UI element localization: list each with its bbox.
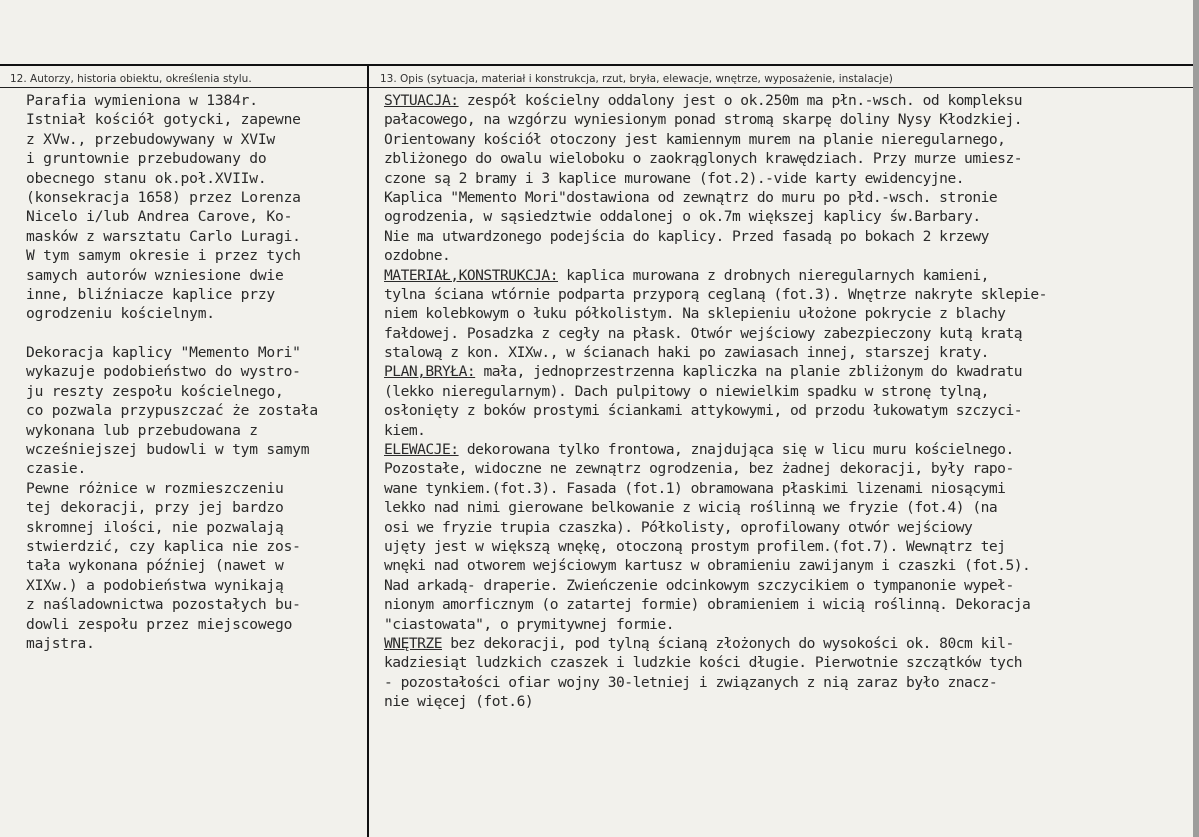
column-divider	[367, 64, 369, 837]
line-text: zespół kościelny oddalony jest o ok.250m ma płn.-wsch. od kompleksu	[458, 92, 1023, 109]
header-left: 12. Autorzy, historia obiektu, określenia stylu.	[10, 73, 252, 85]
text-line: wykonana lub przebudowana z	[26, 421, 258, 439]
text-line	[384, 324, 1190, 343]
description-column	[384, 91, 1190, 712]
text-line: ogrodzeniu kościelnym.	[26, 305, 215, 323]
text-line	[384, 207, 1190, 226]
text-line	[384, 343, 1190, 362]
text-line	[384, 227, 1190, 246]
text-line	[384, 130, 1190, 149]
section-heading: ELEWACJE:	[384, 441, 459, 459]
line-text: (lekko nieregularnym). Dach pulpitowy o niewielkim spadku w stronę tylną,	[384, 382, 989, 400]
header-rule	[0, 87, 1199, 88]
text-line	[384, 518, 1190, 537]
text-line: Istniał kościół gotycki, zapewne	[26, 111, 301, 129]
text-line	[384, 615, 1190, 634]
text-line	[384, 479, 1190, 498]
line-text: mała, jednoprzestrzenna kapliczka na planie zbliżonym do kwadratu	[475, 363, 1023, 381]
text-line	[384, 440, 1190, 459]
header-right: 13. Opis (sytuacja, materiał i konstrukcja, rzut, bryła, elewacje, wnętrze, wyposażenie, instalacje)	[380, 73, 893, 85]
line-text: fałdowej. Posadzka z cegły na płask. Otwór wejściowy zabezpieczony kutą kratą	[384, 324, 1023, 342]
line-text: Orientowany kościół otoczony jest kamiennym murem na planie nieregularnego,	[384, 130, 1006, 148]
text-line	[384, 304, 1190, 323]
text-line	[384, 401, 1190, 420]
line-text: czone są 2 bramy i 3 kaplice murowane (fot.2).-vide karty ewidencyjne.	[384, 169, 965, 187]
line-text: kiem.	[384, 421, 426, 439]
text-line	[384, 576, 1190, 595]
line-text: wane tynkiem.(fot.3). Fasada (fot.1) obramowana płaskimi lizenami niosącymi	[384, 479, 1006, 497]
line-text: zbliżonego do owalu wieloboku o zaokrąglonych krawędziach. Przy murze umiesz-	[384, 150, 1023, 168]
line-text: Kaplica "Memento Mori"dostawiona od zewnątrz do muru po płd.-wsch. stronie	[384, 188, 998, 206]
text-line	[384, 91, 1190, 110]
text-line	[384, 556, 1190, 575]
line-text: Nad arkadą- draperie. Zwieńczenie odcinkowym szczycikiem o tympanonie wypeł-	[384, 576, 1014, 594]
text-line: skromnej ilości, nie pozwalają	[26, 518, 284, 536]
line-text: - pozostałości ofiar wojny 30-letniej i związanych z nią zaraz było znacz-	[384, 673, 998, 691]
text-line: Pewne różnice w rozmieszczeniu	[26, 479, 284, 497]
text-line	[384, 421, 1190, 440]
line-text: "ciastowata", o prymitywnej formie.	[384, 615, 675, 633]
text-line	[384, 285, 1190, 304]
text-line	[384, 692, 1190, 711]
line-text: niem kolebkowym o łuku półkolistym. Na sklepieniu ułożone pokrycie z blachy	[384, 305, 1006, 323]
text-line: co pozwala przypuszczać że została	[26, 402, 318, 420]
line-text: nionym amorficznym (o zatartej formie) obramieniem i wicią roślinną. Dekoracja	[384, 596, 1031, 614]
line-text: pałacowego, na wzgórzu wyniesionym ponad stromą skarpę doliny Nysy Kłodzkiej.	[384, 111, 1023, 129]
top-rule	[0, 64, 1199, 66]
scan-edge	[1193, 0, 1199, 837]
text-line: tała wykonana później (nawet w	[26, 557, 284, 575]
line-text: osi we fryzie trupia czaszka). Półkolisty, oprofilowany otwór wejściowy	[384, 518, 973, 536]
text-line: i gruntownie przebudowany do	[26, 150, 267, 168]
line-text: osłonięty z boków prostymi ściankami attykowymi, od przodu łukowatym szczyci-	[384, 402, 1023, 420]
line-text: bez dekoracji, pod tylną ścianą złożonych do wysokości ok. 80cm kil-	[442, 634, 1014, 652]
text-line: stwierdzić, czy kaplica nie zos-	[26, 537, 301, 555]
text-line	[384, 169, 1190, 188]
text-line: (konsekracja 1658) przez Lorenza	[26, 188, 301, 206]
text-line	[384, 246, 1190, 265]
text-line: Dekoracja kaplicy "Memento Mori"	[26, 344, 301, 362]
line-text: nie więcej (fot.6)	[384, 693, 534, 711]
text-line	[384, 266, 1190, 285]
line-text: kadziesiąt ludzkich czaszek i ludzkie kości długie. Pierwotnie szczątków tych	[384, 654, 1023, 672]
text-line	[384, 634, 1190, 653]
text-line	[384, 110, 1190, 129]
text-line: wykazuje podobieństwo do wystro-	[26, 363, 301, 381]
text-line: tej dekoracji, przy jej bardzo	[26, 499, 284, 517]
text-line	[384, 673, 1190, 692]
text-line: z XVw., przebudowywany w XVIw	[26, 130, 275, 148]
text-line: XIXw.) a podobieństwa wynikają	[26, 576, 284, 594]
text-line	[384, 498, 1190, 517]
line-text: ogrodzenia, w sąsiedztwie oddalonej o ok.7m większej kaplicy św.Barbary.	[384, 208, 981, 226]
section-heading: PLAN,BRYŁA:	[384, 363, 476, 381]
text-line: masków z warsztatu Carlo Luragi.	[26, 227, 301, 245]
line-text: ujęty jest w większą wnękę, otoczoną prostym profilem.(fot.7). Wewnątrz tej	[384, 537, 1006, 555]
text-line: z naśladownictwa pozostałych bu-	[26, 596, 301, 614]
line-text: stalową z kon. XIXw., w ścianach haki po zawiasach innej, starszej kraty.	[384, 344, 989, 362]
text-line: majstra.	[26, 634, 95, 652]
line-text: lekko nad nimi gierowane belkowanie z wicią roślinną we fryzie (fot.4) (na	[384, 499, 998, 517]
text-line: wcześniejszej budowli w tym samym	[26, 441, 310, 459]
text-line	[384, 188, 1190, 207]
section-heading: WNĘTRZE	[384, 634, 443, 652]
text-line	[384, 382, 1190, 401]
text-line: ju reszty zespołu kościelnego,	[26, 382, 284, 400]
text-line: dowli zespołu przez miejscowego	[26, 615, 293, 633]
history-column	[26, 91, 364, 653]
line-text: Pozostałe, widoczne ne zewnątrz ogrodzenia, bez żadnej dekoracji, były rapo-	[384, 460, 1014, 478]
text-line	[384, 149, 1190, 168]
line-text: Nie ma utwardzonego podejścia do kaplicy. Przed fasadą po bokach 2 krzewy	[384, 227, 989, 245]
line-text: wnęki nad otworem wejściowym kartusz w obramieniu zawijanym i czaszki (fot.5).	[384, 557, 1031, 575]
line-text: dekorowana tylko frontowa, znajdująca się w licu muru kościelnego.	[458, 441, 1014, 459]
section-heading: SYTUACJA:	[384, 92, 459, 109]
text-line: czasie.	[26, 460, 87, 478]
text-line: Nicelo i/lub Andrea Carove, Ko-	[26, 208, 293, 226]
text-line: W tym samym okresie i przez tych	[26, 247, 301, 265]
section-heading: MATERIAŁ,KONSTRUKCJA:	[384, 266, 559, 284]
text-line: samych autorów wzniesione dwie	[26, 266, 284, 284]
text-line	[384, 459, 1190, 478]
text-line: obecnego stanu ok.poł.XVIIw.	[26, 169, 267, 187]
text-line	[384, 362, 1190, 381]
line-text: kaplica murowana z drobnych nieregularnych kamieni,	[558, 266, 989, 284]
text-line: Parafia wymieniona w 1384r.	[26, 92, 258, 109]
line-text: ozdobne.	[384, 247, 451, 265]
text-line	[384, 653, 1190, 672]
text-line	[384, 537, 1190, 556]
text-line: inne, bliźniacze kaplice przy	[26, 285, 275, 303]
text-line	[384, 595, 1190, 614]
line-text: tylna ściana wtórnie podparta przyporą ceglaną (fot.3). Wnętrze nakryte sklepie-	[384, 285, 1047, 303]
paragraph-gap	[26, 324, 364, 343]
